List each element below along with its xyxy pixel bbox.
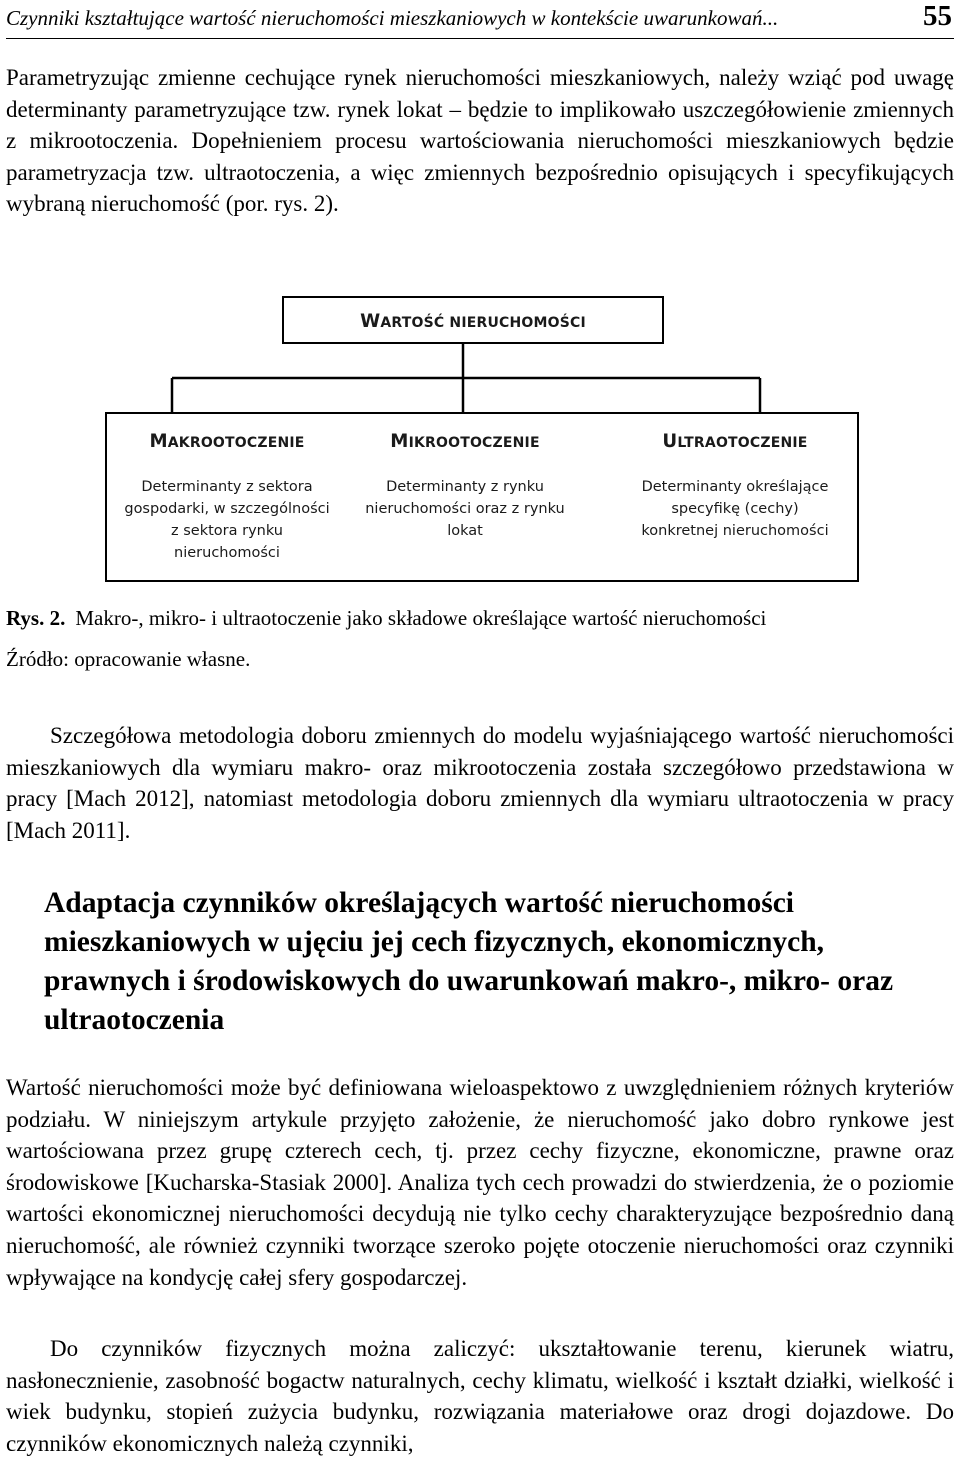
- desc-line: konkretnej nieruchomości: [641, 523, 829, 539]
- column-description: [107, 476, 347, 564]
- column-title: MIKROOTOCZENIE: [390, 431, 540, 452]
- section-heading: [6, 884, 954, 1040]
- desc-line: nieruchomości oraz z rynku: [365, 501, 565, 517]
- section-title: Adaptacja czynników określających wartość nieruchomości mieszkaniowych w ujęciu jej cech fizycznych, ekonomicznych, prawnych i środowiskowych do uwarunkowań makro-, mikro- oraz ultraotoczenia: [44, 887, 894, 1036]
- desc-line: gospodarki, w szczególności: [124, 501, 330, 517]
- figure-caption: [6, 606, 766, 631]
- caption-text: Makro-, mikro- i ultraotoczenie jako składowe określające wartość nieruchomości: [75, 606, 767, 630]
- value-box-title: WARTOŚĆ NIERUCHOMOŚCI: [360, 311, 586, 332]
- desc-line: Determinanty określające: [641, 479, 829, 495]
- column-title: MAKROOTOCZENIE: [149, 431, 305, 452]
- value-box: [282, 296, 664, 344]
- running-header: [6, 0, 954, 39]
- column-description: [615, 476, 855, 542]
- column-description: [365, 476, 565, 542]
- desc-line: Determinanty z sektora: [141, 479, 313, 495]
- section-number: [6, 884, 44, 923]
- running-title: Czynniki kształtujące wartość nieruchomości mieszkaniowych w kontekście uwarunkowań...: [6, 6, 779, 30]
- column-title: ULTRAOTOCZENIE: [662, 431, 808, 452]
- desc-line: lokat: [447, 523, 483, 539]
- body-paragraph-1: Wartość nieruchomości może być definiowana wieloaspektowo z uwzględnieniem różnych kryteriów podziału. W niniejszym artykule przyjęto założenie, że nieruchomość jako dobro rynkowe jest wartościowana przez grupę czterech cech, tj. przez cechy fizyczne, ekonomiczne, prawne oraz środowiskowe [Kucharska-Stasiak 2000]. Analiza tych cech prowadzi do stwierdzenia, że o poziomie wartości ekonomicznej nieruchomości decydują nie tylko cechy charakteryzujące bezpośrednio daną nieruchomość, ale również czynniki tworzące szeroko pojęte otoczenie nieruchomości oraz czynniki wpływające na kondycję całej sfery gospodarczej.: [6, 1075, 954, 1290]
- caption-label: Rys. 2.: [6, 606, 66, 630]
- methodology-paragraph: Szczegółowa metodologia doboru zmiennych do modelu wyjaśniającego wartość nieruchomości mieszkaniowych dla wymiaru makro- oraz mikrootoczenia została szczegółowo przedstawiona w pracy [Mach 2012], natomiast metodologia doboru zmiennych dla wymiaru ultraotoczenia w pracy [Mach 2011].: [6, 723, 954, 843]
- body-paragraph-2: Do czynników fizycznych można zaliczyć: ukształtowanie terenu, kierunek wiatru, nasłonecznienie, zasobność bogactw naturalnych, cechy klimatu, wielkość i kształt działki, wielkość i wiek budynku, stopień zużycia budynku, rozwiązania materiałowe oraz drogi dojazdowe. Do czynników ekonomicznych należą czynniki,: [6, 1336, 954, 1456]
- page-number: 55: [923, 0, 952, 32]
- figure-source: Źródło: opracowanie własne.: [6, 647, 251, 671]
- desc-line: nieruchomości: [174, 545, 280, 561]
- intro-paragraph: Parametryzując zmienne cechujące rynek nieruchomości mieszkaniowych, należy wziąć pod uwagę determinanty parametryzujące tzw. rynek lokat – będzie to implikowało uszczegółowienie zmiennych z mikrootoczenia. Dopełnieniem procesu wartościowania nieruchomości mieszkaniowych będzie parametryzacja tzw. ultraotoczenia, a więc zmiennych bezpośrednio opisujących i specyfikujących wybraną nieruchomość (por. rys. 2).: [6, 65, 954, 217]
- environments-box: [105, 412, 859, 582]
- desc-line: specyfikę (cechy): [671, 501, 799, 517]
- desc-line: z sektora rynku: [171, 523, 283, 539]
- desc-line: Determinanty z rynku: [386, 479, 544, 495]
